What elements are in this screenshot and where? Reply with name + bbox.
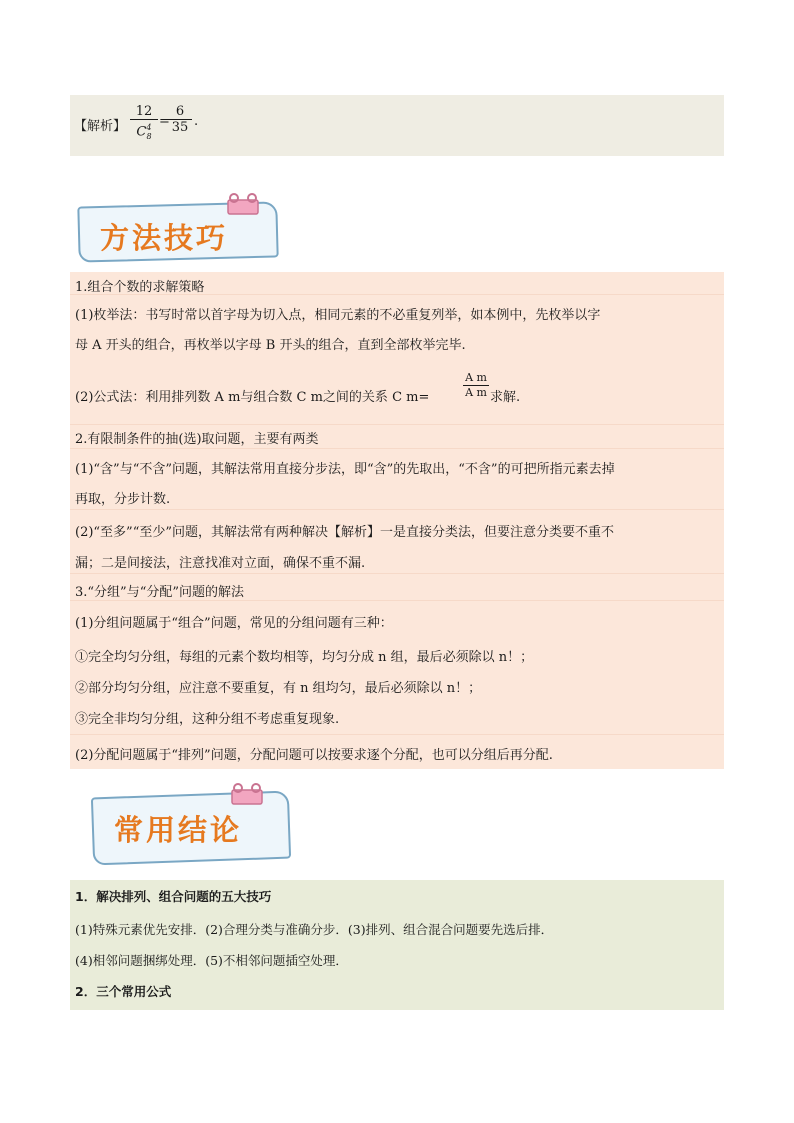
formula-numerator: A m: [465, 371, 487, 384]
method-line-15: (2)分配问题属于“排列”问题，分配问题可以按要求逐个分配，也可以分组后再分配.: [75, 748, 553, 763]
analysis-label: 【解析】: [74, 119, 127, 134]
method-line-3: 母 A 开头的组合，再枚举以字母 B 开头的组合，直到全部枚举完毕.: [75, 338, 466, 353]
method-line-11: (1)分组问题属于“组合”问题，常见的分组问题有三种：: [75, 616, 393, 631]
conclusion-line-2: (1)特殊元素优先安排．(2)合理分类与准确分步．(3)排列、组合混合问题要先选后排．: [75, 922, 554, 937]
method-line-10: 3.“分组”与“分配”问题的解法: [75, 585, 244, 600]
formula-fraction: [463, 371, 489, 400]
method-line-6: (1)“含”与“不含”问题，其解法常用直接分步法，即“含”的先取出，“不含”的可把所指元素去掉: [75, 462, 615, 477]
fraction-6-over-35: [168, 104, 192, 135]
conclusion-banner-title: 常用结论: [114, 813, 243, 847]
method-line-5: 2.有限制条件的抽(选)取问题，主要有两类: [75, 432, 319, 447]
fraction-denominator: $C^4_8$: [136, 123, 152, 141]
fraction-denominator: 35: [171, 120, 189, 135]
binder-clip-icon: [226, 782, 268, 808]
method-line-12: ①完全均匀分组，每组的元素个数均相等，均匀分成 n 组，最后必须除以 n！；: [75, 650, 534, 665]
fraction-numerator: 6: [175, 104, 185, 119]
conclusion-line-3: (4)相邻问题捆绑处理．(5)不相邻问题插空处理．: [75, 953, 348, 968]
method-line-1: 1.组合个数的求解策略: [75, 280, 205, 295]
method-line-7: 再取，分步计数.: [75, 492, 171, 507]
formula-denominator: A m: [465, 386, 487, 399]
method-line-9: 漏；二是间接法，注意找准对立面，确保不重不漏.: [75, 556, 366, 571]
period: .: [194, 114, 199, 129]
fraction-12-over-c84: [130, 104, 158, 144]
method-banner-title: 方法技巧: [100, 221, 229, 255]
fraction-numerator: 12: [135, 104, 153, 119]
conclusion-line-4: 2．三个常用公式: [75, 984, 172, 999]
binder-clip-icon: [222, 192, 264, 218]
method-line-14: ③完全非均匀分组，这种分组不考虑重复现象.: [75, 712, 340, 727]
equals-sign: =: [159, 114, 170, 129]
method-line-4: (2)公式法：利用排列数 A m与组合数 C m之间的关系 C m=: [75, 390, 430, 405]
method-line-2: (1)枚举法：书写时常以首字母为切入点，相同元素的不必重复列举，如本例中，先枚举以字: [75, 308, 601, 323]
method-line-13: ②部分均匀分组，应注意不要重复，有 n 组均匀，最后必须除以 n！；: [75, 681, 482, 696]
conclusion-section: [70, 880, 724, 1010]
analysis-box: [70, 95, 724, 156]
method-line-4b: 求解.: [490, 390, 521, 405]
method-section: [70, 272, 724, 769]
conclusion-banner: [88, 782, 298, 866]
method-banner: [70, 190, 285, 268]
method-line-8: (2)“至多”“至少”问题，其解法常有两种解决【解析】一是直接分类法，但要注意分类要不重不: [75, 525, 614, 540]
conclusion-line-1: 1．解决排列、组合问题的五大技巧: [75, 889, 272, 904]
